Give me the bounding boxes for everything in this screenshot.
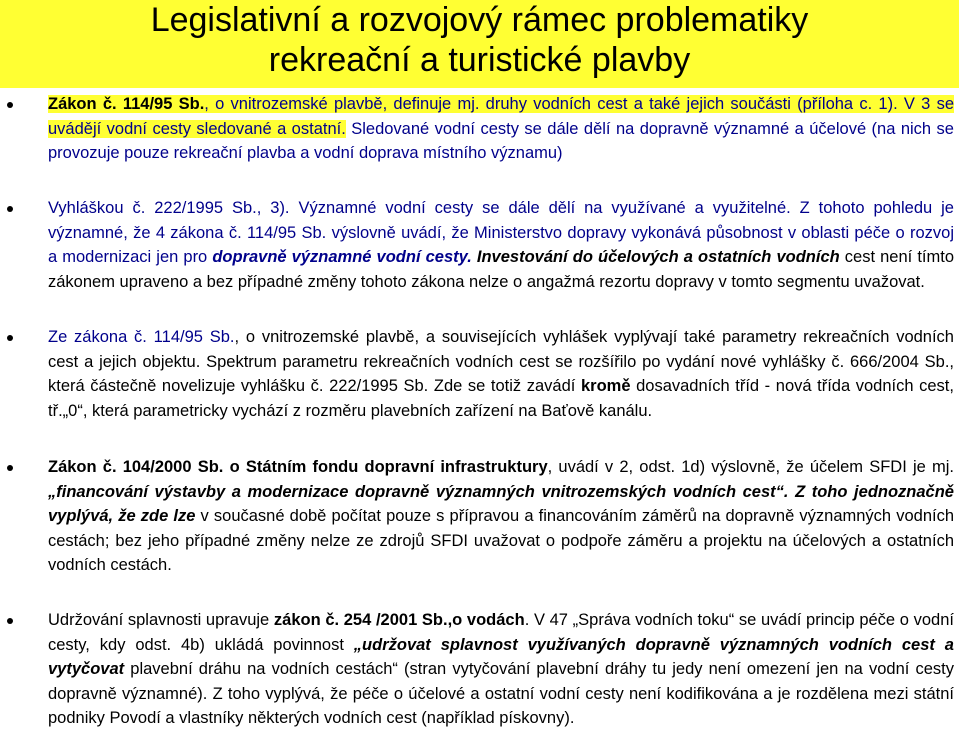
- bullet-item-3: [48, 325, 954, 423]
- bullet-item-4: [48, 455, 954, 578]
- item-2-emphasis-b: Investování do účelových a ostatních vodních: [476, 248, 840, 266]
- item-2-emphasis-a: dopravně významné vodní cesty.: [212, 248, 472, 266]
- item-1-definition: , o vnitrozemské plavbě, definuje mj. druhy vodních cest a také jejich součásti (příloha c. 1). V 3 se uvádějí vodní cesty sledované a ostatní.: [48, 95, 955, 138]
- slide-content: [0, 88, 959, 746]
- item-4-text-b: v současné době počítat pouze s přípravou a financováním záměrů na dopravně významných vodních cestách; bez jeho případné změny nelze ze zdrojů SFDI uvažovat o podpoře záměru a projektu na účelových a ostatních vodních cestách.: [48, 507, 955, 574]
- item-4-law-ref: Zákon č. 104/2000 Sb.: [48, 458, 224, 476]
- bullet-item-2: [48, 196, 954, 294]
- item-5-law-ref: zákon č. 254 /2001 Sb.,o vodách: [273, 611, 525, 629]
- bullet-dot: [7, 102, 13, 108]
- bullet-item-5: [48, 608, 954, 731]
- item-2-text-a: Vyhláškou č. 222/1995 Sb., 3). Významné vodní cesty se dále dělí na využívané a využitelné. Z tohoto pohledu je významné, že 4 zákona č. 114/95 Sb. výslovně uvádí, že Ministerstvo dopravy vykonává působnost v oblasti péče o rozvoj a modernizaci jen pro: [48, 199, 954, 266]
- item-1-classification: Sledované vodní cesty se dále dělí na dopravně významné a účelové (na nich se provozuje pouze rekreační plavba a vodní doprava místního významu): [48, 119, 954, 162]
- item-4-conclusion: Z toho jednoznačně vyplývá, že zde lze: [48, 482, 954, 525]
- item-1-law-ref: Zákon č. 114/95 Sb.: [48, 95, 205, 113]
- item-5-text-c: plavební dráhu na vodních cestách“ (stran vytyčování plavební dráhy tu jedy není omezení jen na vodní cesty dopravně významné). Z toho vyplývá, že péče o účelové a ostatní vodní cesty není kodifikována a je rozdělena mezi státní podniky Povodí a vlastníky některých vodních cest (například pískovny).: [48, 660, 954, 727]
- item-3-law-ref: Ze zákona č. 114/95 Sb.: [48, 328, 235, 346]
- slide-title-line-1: Legislativní a rozvojový rámec problematiky: [150, 1, 809, 39]
- item-4-text-a: , uvádí v 2, odst. 1d) výslovně, že účelem SFDI je mj.: [547, 458, 954, 476]
- item-2-text-b: cest není tímto zákonem upraveno a bez případné změny tohoto zákona nelze o angažmá rezortu dopravy v tomto segmentu uvažovat.: [48, 248, 954, 291]
- bullet-item-1: [48, 92, 954, 166]
- item-5-quote: „udržovat splavnost využívaných dopravně významných vodních cest a vytyčovat: [48, 635, 954, 678]
- item-4-quote: „financování výstavby a modernizace dopravně významných vnitrozemských vodních cest“.: [48, 482, 789, 501]
- item-3-text-a: , o vnitrozemské plavbě, a souvisejících vyhlášek vyplývají také parametry rekreačních vodních cest a jejich objektu. Spektrum parametru rekreačních vodních cest se rozšířilo po vydání nové vyhlášky č. 666/2004 Sb., která částečně novelizuje vyhlášku č. 222/1995 Sb. Zde se totiž zavádí: [48, 328, 954, 395]
- bullet-dot: [7, 335, 13, 341]
- item-4-fund-name: o Státním fondu dopravní infrastruktury: [229, 458, 548, 476]
- item-5-text-b: . V 47 „Správa vodních toku“ se uvádí princip péče o vodní cesty, kdy odst. 4b) ukládá povinnost: [48, 611, 954, 654]
- slide-title: [0, 0, 959, 80]
- bullet-dot: [7, 618, 13, 624]
- item-3-emphasis: kromě: [580, 377, 631, 395]
- slide-title-line-2: rekreační a turistické plavby: [268, 41, 691, 79]
- bullet-dot: [7, 465, 13, 471]
- bullet-dot: [7, 206, 13, 212]
- item-3-text-b: dosavadních tříd - nová třída vodních cest, tř.„0“, která parametricky vychází z rozměru plavebních zařízení na Baťově kanálu.: [48, 377, 954, 420]
- title-bar: [0, 0, 959, 88]
- item-5-text-a: Udržování splavnosti upravuje: [48, 611, 274, 629]
